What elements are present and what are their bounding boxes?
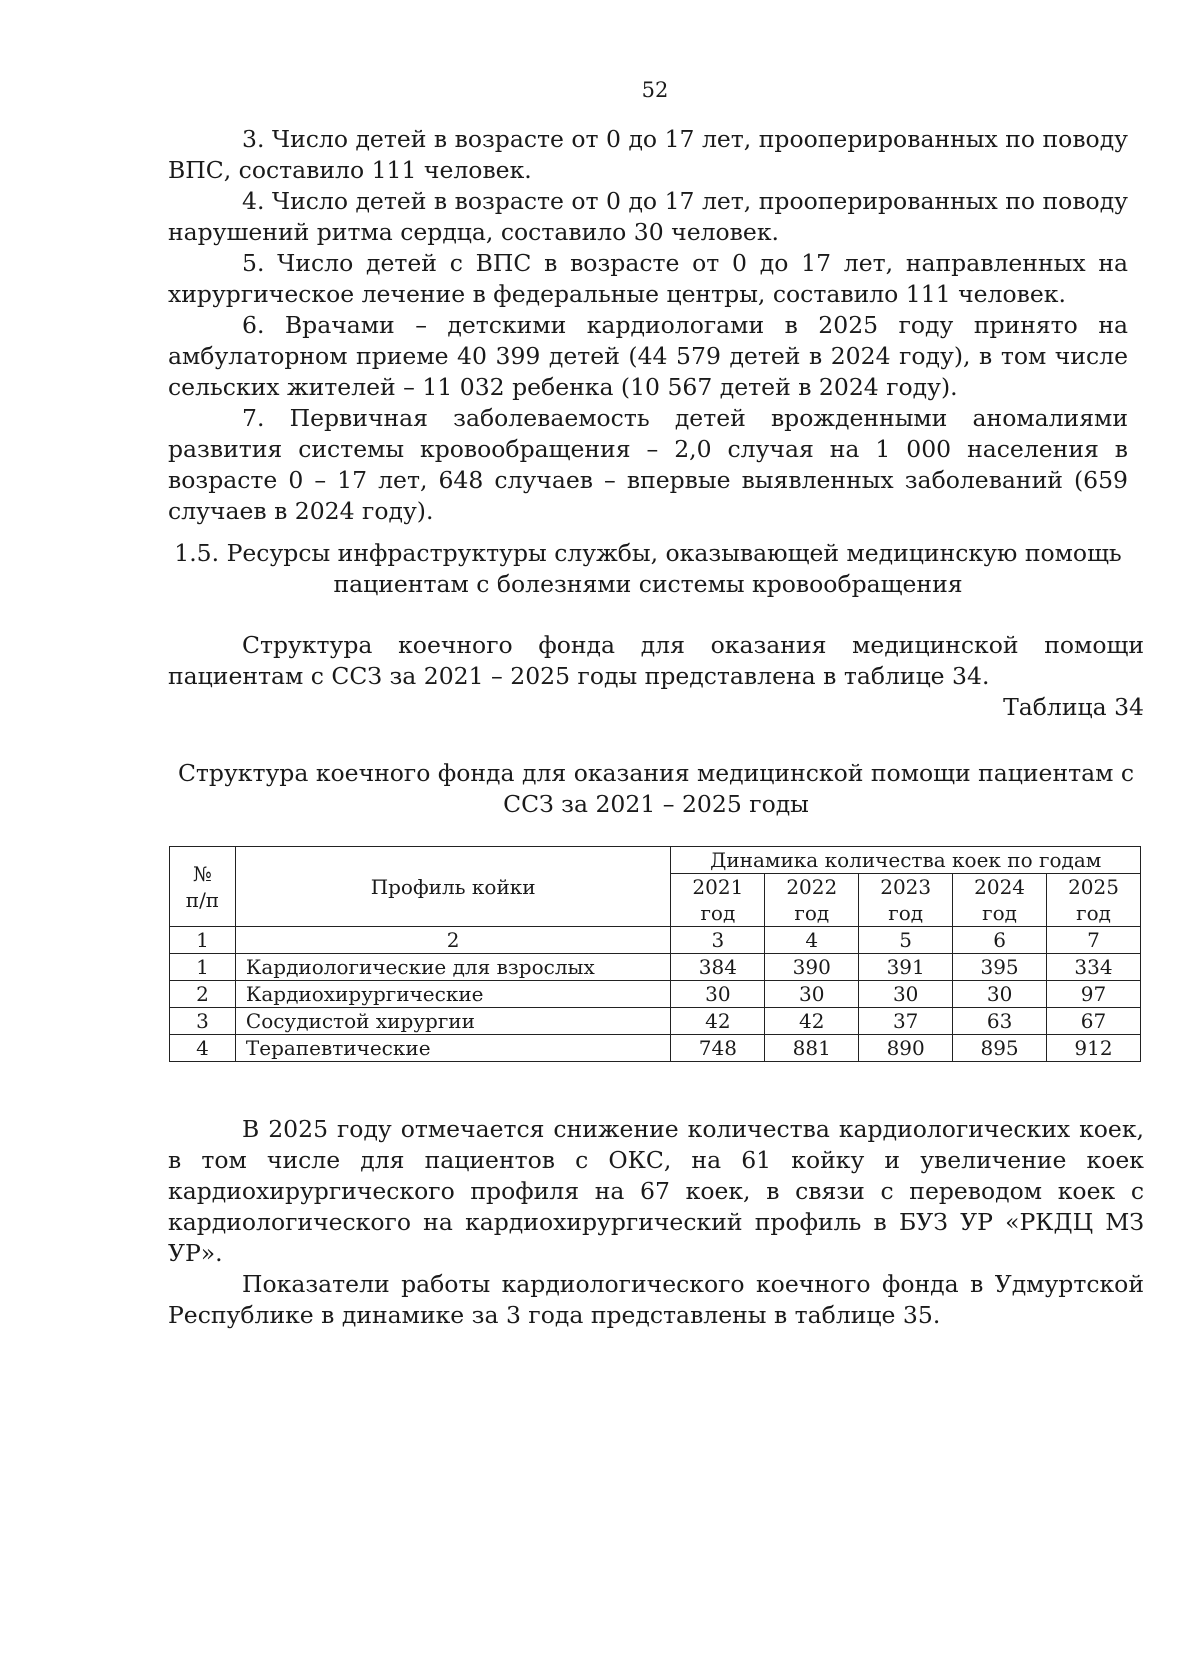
year-header — [1047, 874, 1141, 927]
year-unit: год — [888, 901, 924, 925]
col-profile-header: Профиль койки — [235, 847, 671, 927]
row-profile: Терапевтические — [235, 1035, 671, 1062]
col-num-header-line-1: № — [192, 861, 212, 886]
row-value: 63 — [953, 1008, 1047, 1035]
row-value: 42 — [671, 1008, 765, 1035]
row-value: 890 — [859, 1035, 953, 1062]
year-header — [671, 874, 765, 927]
year-value: 2022 — [786, 875, 838, 899]
col-num-header — [170, 847, 236, 927]
row-value: 97 — [1047, 981, 1141, 1008]
row-profile: Кардиологические для взрослых — [235, 954, 671, 981]
paragraph-3: 5. Число детей с ВПС в возрасте от 0 до 17 лет, направленных на хирургическое лечение в федеральные центры, составило 111 человек. — [168, 249, 1128, 308]
table-row — [170, 1008, 1141, 1035]
beds-table — [169, 846, 1141, 1062]
row-value: 384 — [671, 954, 765, 981]
top-paragraphs — [168, 124, 1128, 527]
row-num: 4 — [170, 1035, 236, 1062]
row-value: 895 — [953, 1035, 1047, 1062]
row-profile: Кардиохирургические — [235, 981, 671, 1008]
row-value: 334 — [1047, 954, 1141, 981]
row-value: 30 — [671, 981, 765, 1008]
paragraph-7: Показатели работы кардиологического коечного фонда в Удмуртской Республике в динамике за 3 года представлены в таблице 35. — [168, 1270, 1144, 1329]
table-caption-line-2: ССЗ за 2021 – 2025 годы — [503, 790, 809, 818]
index-cell: 1 — [170, 927, 236, 954]
paragraph-4: 6. Врачами – детскими кардиологами в 2025 году принято на амбулаторном приеме 40 399 детей (44 579 детей в 2024 году), в том числе сельских жителей – 11 032 ребенка (10 567 детей в 2024 году). — [168, 311, 1128, 401]
year-header — [765, 874, 859, 927]
row-value: 881 — [765, 1035, 859, 1062]
row-value: 42 — [765, 1008, 859, 1035]
row-value: 30 — [765, 981, 859, 1008]
table-caption — [168, 758, 1144, 820]
table-caption-line-1: Структура коечного фонда для оказания медицинской помощи пациентам с — [177, 759, 1135, 787]
table-row — [170, 954, 1141, 981]
row-value: 30 — [953, 981, 1047, 1008]
section-heading — [168, 538, 1128, 600]
paragraph-1: 3. Число детей в возрасте от 0 до 17 лет, прооперированных по поводу ВПС, составило 111 человек. — [168, 125, 1128, 184]
paragraph-2: 4. Число детей в возрасте от 0 до 17 лет, прооперированных по поводу нарушений ритма сердца, составило 30 человек. — [168, 187, 1128, 246]
group-header: Динамика количества коек по годам — [671, 847, 1141, 874]
row-value: 748 — [671, 1035, 765, 1062]
bottom-paragraphs — [168, 1114, 1144, 1331]
index-cell: 3 — [671, 927, 765, 954]
year-unit: год — [794, 901, 830, 925]
row-value: 390 — [765, 954, 859, 981]
section-heading-line-1: 1.5. Ресурсы инфраструктуры службы, оказывающей медицинскую помощь — [174, 539, 1122, 567]
table-row — [170, 1035, 1141, 1062]
paragraph-5: 7. Первичная заболеваемость детей врожденными аномалиями развития системы кровообращения – 2,0 случая на 1 000 населения в возрасте 0 – 17 лет, 648 случаев – впервые выявленных заболеваний (659 случаев в 2024 году). — [168, 404, 1128, 525]
year-value: 2024 — [974, 875, 1026, 899]
row-value: 37 — [859, 1008, 953, 1035]
year-unit: год — [1076, 901, 1111, 925]
row-num: 1 — [170, 954, 236, 981]
intro-paragraph: Структура коечного фонда для оказания медицинской помощи пациентам с ССЗ за 2021 – 2025 годы представлена в таблице 34. — [168, 631, 1144, 690]
index-cell: 5 — [859, 927, 953, 954]
paragraph-6: В 2025 году отмечается снижение количества кардиологических коек, в том числе для пациентов с ОКС, на 61 койку и увеличение коек кардиохирургического профиля на 67 коек, в связи с переводом коек с кардиологического на кардиохирургический профиль в БУЗ УР «РКДЦ МЗ УР». — [168, 1115, 1144, 1267]
row-value: 912 — [1047, 1035, 1141, 1062]
row-value: 395 — [953, 954, 1047, 981]
table-row — [170, 981, 1141, 1008]
index-cell: 6 — [953, 927, 1047, 954]
row-num: 2 — [170, 981, 236, 1008]
intro-block — [168, 630, 1144, 723]
row-value: 67 — [1047, 1008, 1141, 1035]
row-num: 3 — [170, 1008, 236, 1035]
year-value: 2025 — [1068, 875, 1119, 899]
index-cell: 2 — [235, 927, 671, 954]
year-unit: год — [982, 901, 1017, 925]
year-unit: год — [700, 901, 736, 925]
year-header — [953, 874, 1047, 927]
table-header-row — [170, 847, 1141, 874]
row-value: 391 — [859, 954, 953, 981]
row-profile: Сосудистой хирургии — [235, 1008, 671, 1035]
index-cell: 7 — [1047, 927, 1141, 954]
page-number: 52 — [641, 78, 669, 102]
year-value: 2021 — [692, 875, 744, 899]
year-header — [859, 874, 953, 927]
section-heading-line-2: пациентам с болезнями системы кровообращения — [333, 570, 963, 598]
table-index-row — [170, 927, 1141, 954]
row-value: 30 — [859, 981, 953, 1008]
year-value: 2023 — [880, 875, 932, 899]
index-cell: 4 — [765, 927, 859, 954]
col-num-header-line-2: п/п — [185, 887, 220, 912]
table-label: Таблица 34 — [1003, 693, 1144, 721]
